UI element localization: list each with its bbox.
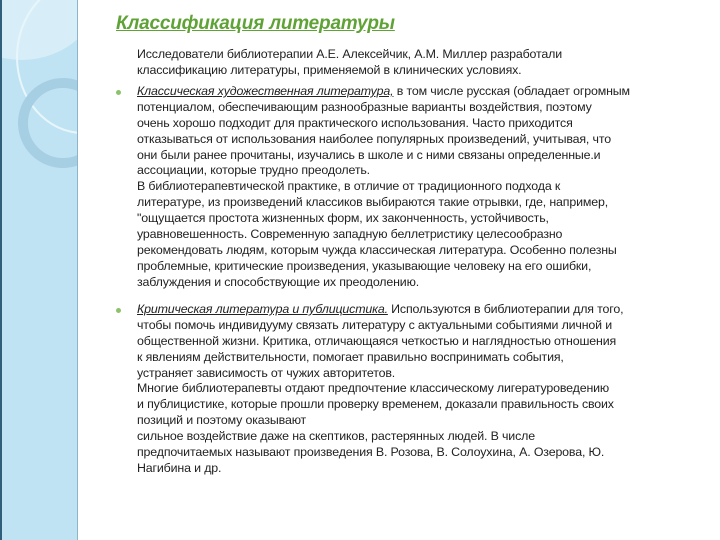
text-line: [137, 84, 630, 100]
text-line: Нагибина и др.: [137, 460, 222, 475]
text-line: очень хорошо подходит для практического использования. Часто приходится: [137, 115, 573, 130]
decorative-side-panel: [0, 0, 78, 540]
text-line: отказываться от использования наиболее популярных произведений, учитывая, что: [137, 131, 611, 146]
text-line: ассоциации, которые трудно преодолеть.: [137, 163, 370, 178]
bullet-icon: [116, 90, 121, 95]
text-line: уравновешенность. Современную западную беллетристику целесообразно: [137, 227, 563, 242]
text-line: Исследователи библиотерапии А.Е. Алексейчик, А.М. Миллер разработали: [137, 47, 563, 61]
bullet-lead: Критическая литература и публицистика.: [137, 302, 388, 316]
text-line: к явлениям действительности, помогает правильно воспринимать события,: [137, 349, 564, 364]
text-line: [137, 302, 623, 318]
bullet-text: Используются в библиотерапии для того,: [387, 302, 624, 316]
slide-title: Классификация литературы: [116, 13, 395, 34]
text-line: и публицистике, которые прошли проверку временем, доказали правильность своих: [137, 397, 614, 412]
text-line: литературе, из произведений классиков выбираются такие отрывки, где, например,: [137, 195, 609, 210]
bullet-text: в том числе русская (обладает огромным: [393, 84, 630, 98]
text-line: рекомендовать людям, которым чужда классическая литература. Особенно полезны: [137, 242, 617, 257]
bullet-icon: [116, 308, 121, 313]
text-line: потенциалом, обеспечивающим разнообразные варианты воздействия, поэтому: [137, 99, 592, 114]
bullet-classic-literature: [137, 84, 630, 291]
text-line: Многие библиотерапевты отдают предпочтение классическому лигературоведению: [137, 381, 610, 396]
bullet-critical-literature: [137, 302, 623, 477]
text-line: они были ранее прочитаны, изучались в школе и с ними связаны определенные.и: [137, 147, 601, 162]
text-line: "ощущается простота жизненных форм, их законченность, устойчивость,: [137, 211, 549, 226]
bullet-lead: Классическая художественная литература,: [137, 84, 394, 98]
text-line: предпочитаемых называют произведения В. Розова, В. Солоухина, А. Озерова, Ю.: [137, 445, 605, 460]
text-line: сильное воздействие даже на скептиков, растерянных людей. В числе: [137, 429, 535, 444]
text-line: проблемные, критические произведения, указывающие человеку на его ошибки,: [137, 258, 592, 273]
text-line: позиций и поэтому оказывают: [137, 413, 307, 428]
text-line: классификацию литературы, применяемой в клинических условиях.: [137, 62, 522, 77]
text-line: чтобы помочь индивидууму связать литературу с актуальными событиями личной и: [137, 317, 612, 332]
intro-paragraph: [137, 47, 562, 79]
text-line: общественной жизни. Критика, отличающаяся четкостью и наглядностью отношения: [137, 333, 617, 348]
text-line: В библиотерапевтической практике, в отличие от традиционного подхода к: [137, 179, 561, 194]
text-line: устраняет зависимость от чужих авторитетов.: [137, 365, 396, 380]
text-line: заблуждения и способствующие их преодолению.: [137, 274, 420, 289]
